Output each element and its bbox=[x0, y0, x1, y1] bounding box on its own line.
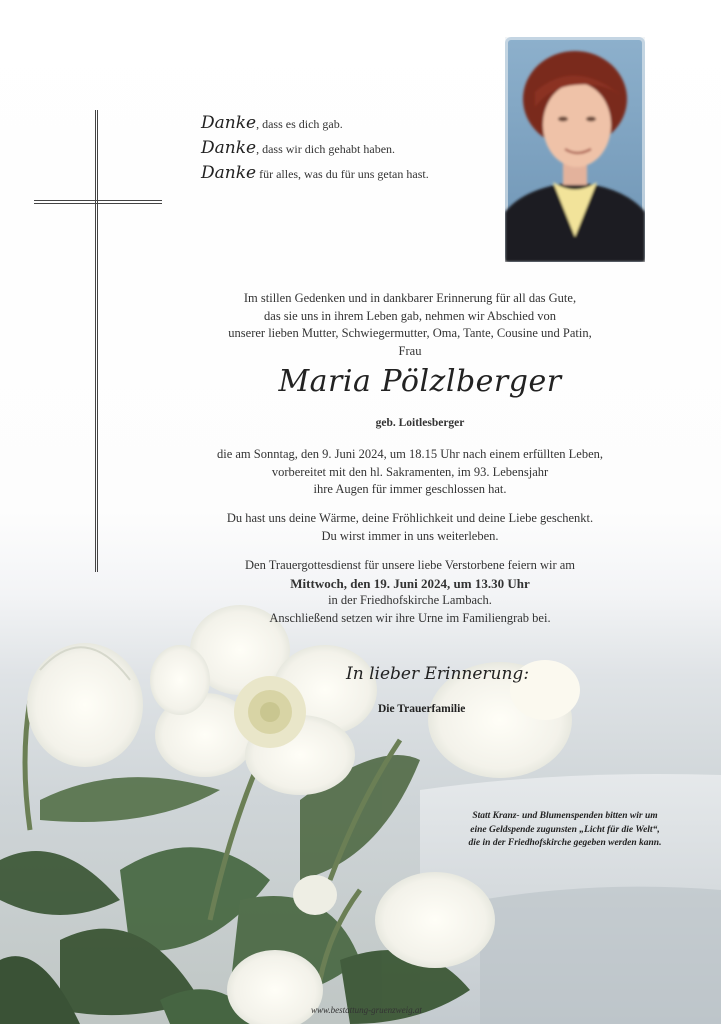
portrait-photo bbox=[505, 37, 645, 262]
family-signature: Die Trauerfamilie bbox=[378, 703, 466, 715]
memory-heading: In lieber Erinnerung: bbox=[346, 664, 530, 684]
thanks-line: Danke, dass es dich gab. bbox=[201, 113, 343, 133]
tribute-text: Du hast uns deine Wärme, deine Fröhlichkeit und deine Liebe geschenkt. Du wirst immer in uns weiterleben. bbox=[226, 511, 594, 543]
service-text: Den Trauergottesdienst für unsere liebe Verstorbene feiern wir am Mittwoch, den 19. Juni 2024, um 13.30 Uhr in der Friedhofskirche Lambach. Anschließend setzen wir ihre Urne im Familiengrab bei. bbox=[170, 557, 650, 627]
website-link[interactable]: www.bestattung-gruenzweig.at bbox=[311, 1005, 422, 1015]
donation-note: Statt Kranz- und Blumenspenden bitten wir um eine Geldspende zugunsten „Licht für die Welt“, die in der Friedhofskirche gegeben werden kann. bbox=[468, 811, 662, 848]
main-flower bbox=[150, 605, 377, 795]
cross-vertical-bar bbox=[95, 110, 98, 572]
service-date: Mittwoch, den 19. Juni 2024, um 13.30 Uhr bbox=[290, 575, 530, 591]
intro-text: Im stillen Gedenken und in dankbarer Erinnerung für all das Gute, das sie uns in ihrem Leben gab, nehmen wir Abschied von unserer lieben Mutter, Schwiegermutter, Oma, Tante, Cousine und Patin, Frau bbox=[228, 291, 592, 358]
thanks-line: Danke, dass wir dich gehabt haben. bbox=[201, 138, 396, 158]
thanks-block bbox=[201, 113, 429, 188]
thanks-line: Danke für alles, was du für uns getan hast. bbox=[201, 163, 429, 183]
deceased-name: Maria Pölzlberger bbox=[278, 364, 562, 399]
birth-name: geb. Loitlesberger bbox=[375, 417, 465, 429]
death-text: die am Sonntag, den 9. Juni 2024, um 18.15 Uhr nach einem erfüllten Leben, vorbereitet mit den hl. Sakramenten, im 93. Lebensjahr ihre Augen für immer geschlossen hat. bbox=[216, 447, 604, 496]
cross-horizontal-bar bbox=[34, 200, 162, 204]
